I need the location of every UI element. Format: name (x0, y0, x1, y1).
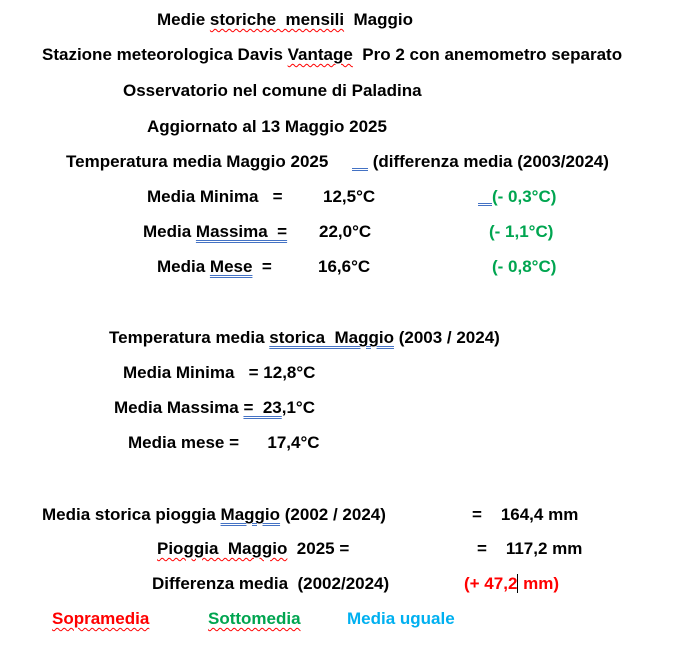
legend-below: Sottomedia (208, 609, 301, 628)
rain-historical-value: = 164,4 mm (472, 505, 579, 524)
rain-part-misspelled: Pioggia Maggio (157, 539, 288, 558)
label-part: = (252, 257, 272, 276)
legend-above: Sopramedia (52, 609, 150, 628)
historical-min: Media Minima = 12,8°C (123, 363, 316, 382)
updated-line: Aggiornato al 13 Maggio 2025 (147, 117, 387, 136)
heading-part-underlined: storica Maggio (269, 328, 394, 347)
current-heading-text: Temperatura media Maggio 2025 (66, 152, 329, 171)
label-part-underlined: Mese (209, 257, 253, 276)
station-part-misspelled: Vantage (287, 45, 353, 64)
historical-mean: Media mese = 17,4°C (128, 433, 320, 452)
label-part: Media (143, 222, 196, 241)
observatory-line: Osservatorio nel comune di Paladina (123, 81, 422, 100)
current-mean-value: 16,6°C (318, 257, 371, 276)
rain-part: Media storica pioggia (42, 505, 221, 524)
heading-part: Temperatura media (109, 328, 270, 347)
max-part-underlined: = 23 (243, 398, 282, 417)
current-min-label: Media Minima = (147, 187, 283, 206)
rain-part: (2002 / 2024) (280, 505, 386, 524)
max-part: ,1°C (281, 398, 316, 417)
diff-heading: (differenza media (2003/2024) (372, 152, 609, 171)
current-mean-label (157, 257, 272, 277)
edit-mark (478, 202, 492, 206)
heading-part: (2003 / 2024) (393, 328, 500, 347)
current-min-value: 12,5°C (323, 187, 376, 206)
station-line (42, 45, 622, 65)
legend-equal: Media uguale (347, 609, 455, 628)
rain-current-label (157, 539, 349, 559)
title-part-misspelled: storiche mensili (209, 10, 345, 29)
title-line (157, 10, 413, 30)
label-part: Media (157, 257, 210, 276)
historical-max (114, 398, 315, 418)
historical-heading (109, 328, 500, 348)
title-part: Medie (157, 10, 210, 29)
edit-mark (352, 167, 368, 171)
current-mean-diff: (- 0,8°C) (492, 257, 557, 276)
current-heading (66, 152, 609, 172)
label-part-underlined: Massima = (195, 222, 288, 241)
rain-part: 2025 = (287, 539, 350, 558)
current-max-value: 22,0°C (319, 222, 372, 241)
title-part: Maggio (344, 10, 414, 29)
rain-diff-label: Differenza media (2002/2024) (152, 574, 390, 593)
station-part: Stazione meteorologica Davis (42, 45, 288, 64)
current-min-diff-text: (- 0,3°C) (492, 187, 557, 206)
station-part: Pro 2 con anemometro separato (352, 45, 623, 64)
current-max-diff: (- 1,1°C) (489, 222, 554, 241)
rain-historical-label (42, 505, 386, 525)
current-max-label (143, 222, 287, 242)
current-min-diff (478, 187, 556, 207)
rain-diff-part: mm) (518, 574, 560, 593)
max-part: Media Massima (114, 398, 244, 417)
rain-diff-value (464, 574, 559, 594)
rain-diff-part: (+ 47,2 (464, 574, 518, 593)
rain-current-value: = 117,2 mm (477, 539, 583, 558)
rain-part-underlined: Maggio (220, 505, 281, 524)
